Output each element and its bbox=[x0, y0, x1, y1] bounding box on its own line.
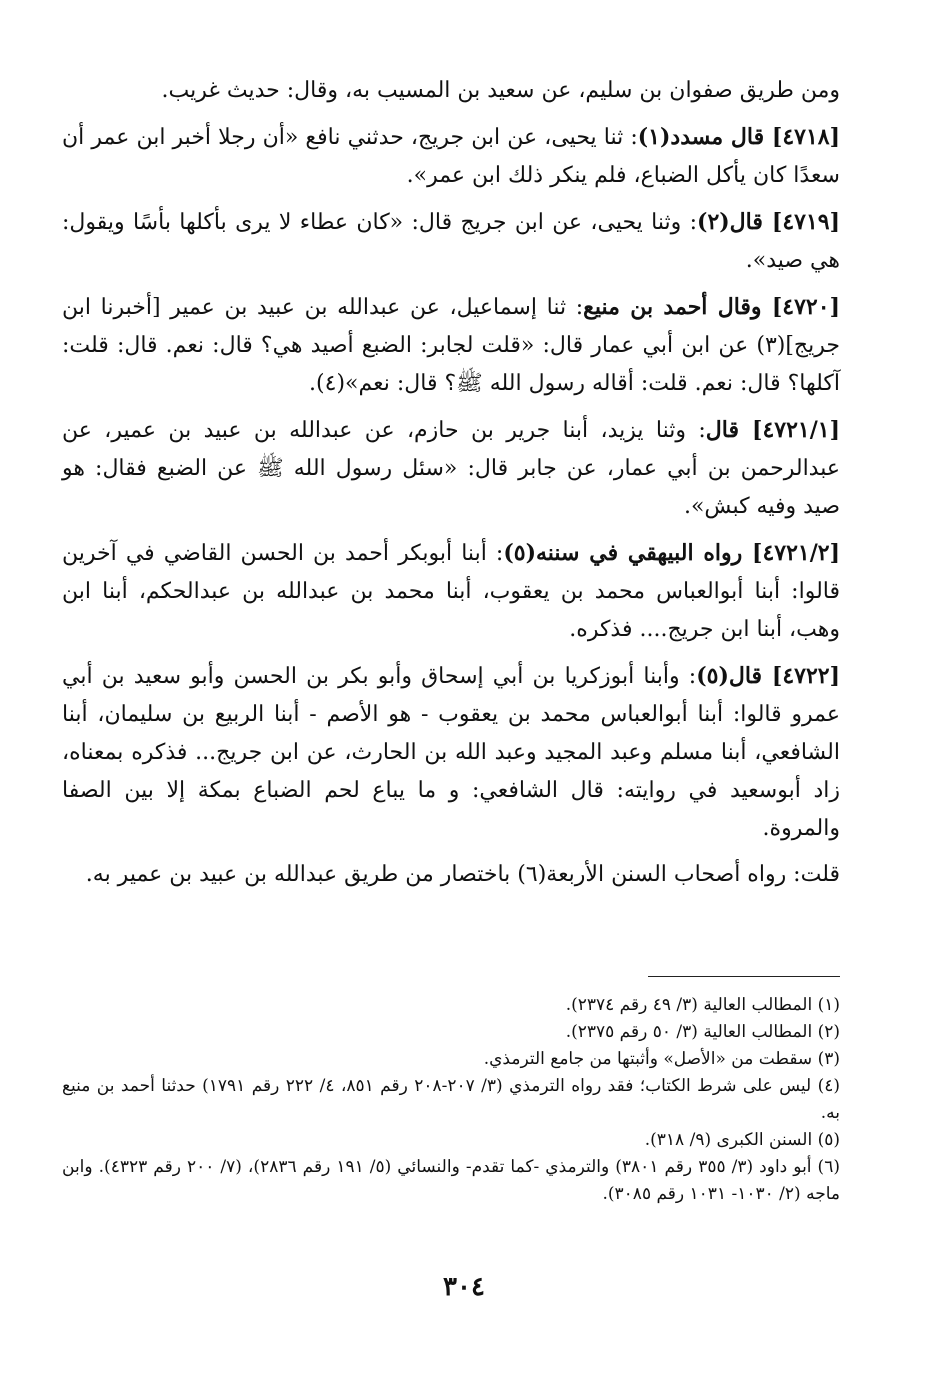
hadith-number: [٤٧١٩] bbox=[771, 209, 841, 235]
hadith-text: : أبنا أبوبكر أحمد بن الحسن القاضي في آخرين قالوا: أبنا أبوالعباس محمد بن يعقوب، أبنا محمد بن عبدالله بن عبدالحكم، أبنا ابن وهب، أبنا ابن جريج.... فذكره. bbox=[62, 541, 840, 642]
hadith-heading: قال bbox=[705, 417, 753, 443]
hadith-number: [٤٧٢١/١] bbox=[752, 417, 840, 443]
footnote-6: (٦) أبو داود (٣/ ٣٥٥ رقم ٣٨٠١) والترمذي -كما تقدم- والنسائي (٥/ ١٩١ رقم ٢٨٣٦)، (٧/ ٢٠٠ رقم ٤٣٢٣). وابن ماجه (٢/ ١٠٣٠- ١٠٣١ رقم ٣٠٨٥). bbox=[62, 1157, 840, 1204]
hadith-number: [٤٧٢١/٢] bbox=[752, 540, 840, 566]
hadith-4721-2 bbox=[62, 534, 840, 649]
hadith-heading: رواه البيهقي في سننه(٥) bbox=[503, 540, 753, 566]
paragraph-text: قلت: رواه أصحاب السنن الأربعة(٦) باختصار من طريق عبدالله بن عبيد بن عمير به. bbox=[85, 862, 840, 887]
hadith-text: : وثنا يزيد، أبنا جرير بن حازم، عن عبدالله بن عبيد بن عمير، عن عبدالرحمن بن أبي عمار، عن جابر قال: «سئل رسول الله ﷺ عن الضبع فقال: هو صيد وفيه كبش». bbox=[62, 418, 840, 519]
hadith-4720 bbox=[62, 288, 840, 403]
hadith-4718 bbox=[62, 118, 840, 195]
footnote-3: (٣) سقطت من «الأصل» وأثبتها من جامع الترمذي. bbox=[483, 1049, 840, 1069]
footnote-5: (٥) السنن الكبرى (٩/ ٣١٨). bbox=[644, 1130, 840, 1150]
hadith-number: [٤٧١٨] bbox=[771, 124, 840, 150]
hadith-heading: قال مسدد(١) bbox=[637, 124, 772, 150]
hadith-4721-1 bbox=[62, 411, 840, 526]
main-text bbox=[62, 72, 840, 902]
footnote-4: (٤) ليس على شرط الكتاب؛ فقد رواه الترمذي (٣/ ٢٠٧-٢٠٨ رقم ٨٥١، ٤/ ٢٢٢ رقم ١٧٩١) حدثنا أحمد بن منيع به. bbox=[62, 1076, 841, 1123]
hadith-text: : ثنا يحيى، عن ابن جريج، حدثني نافع «أن رجلا أخبر ابن عمر أن سعدًا كان يأكل الضباع، فلم ينكر ذلك ابن عمر». bbox=[62, 125, 840, 188]
page-number: ٣٠٤ bbox=[443, 1272, 485, 1302]
footnotes bbox=[62, 992, 840, 1208]
footnote-1: (١) المطالب العالية (٣/ ٤٩ رقم ٢٣٧٤). bbox=[565, 995, 840, 1015]
footnote-2: (٢) المطالب العالية (٣/ ٥٠ رقم ٢٣٧٥). bbox=[565, 1022, 840, 1042]
hadith-text: : ثنا إسماعيل، عن عبدالله بن عبيد بن عمير [أخبرنا ابن جريج](٣) عن ابن أبي عمار قال: «قلت لجابر: الضبع أصيد هي؟ قال: نعم. قال: قلت: آكلها؟ قال: نعم. قلت: أقاله رسول الله ﷺ؟ قال: نعم»(٤). bbox=[62, 295, 840, 396]
footnote-divider bbox=[648, 976, 840, 977]
paragraph-text: ومن طريق صفوان بن سليم، عن سعيد بن المسيب به، وقال: حديث غريب. bbox=[161, 78, 840, 103]
hadith-4719 bbox=[62, 203, 840, 280]
hadith-heading: قال(٢) bbox=[697, 209, 772, 235]
hadith-heading: قال(٥) bbox=[696, 663, 772, 689]
hadith-number: [٤٧٢٠] bbox=[771, 294, 840, 320]
hadith-heading: وقال أحمد بن منيع bbox=[583, 294, 772, 320]
paragraph-conclusion bbox=[62, 856, 840, 894]
hadith-number: [٤٧٢٢] bbox=[771, 663, 840, 689]
paragraph-intro bbox=[62, 72, 840, 110]
hadith-text: : وثنا يحيى، عن ابن جريج قال: «كان عطاء لا يرى بأكلها بأسًا ويقول: هي صيد». bbox=[62, 210, 840, 273]
hadith-4722 bbox=[62, 657, 840, 848]
hadith-text: : وأبنا أبوزكريا بن أبي إسحاق وأبو بكر بن الحسن وأبو سعيد بن أبي عمرو قالوا: أبنا أبوالعباس محمد بن يعقوب - هو الأصم - أبنا الربيع بن سليمان، أبنا الشافعي، أبنا مسلم وعبد المجيد وعبد الله بن الحارث، عن ابن جريج... فذكره بمعناه، زاد أبوسعيد في روايته: قال الشافعي: و ما يباع لحم الضباع بمكة إلا بين الصفا والمروة. bbox=[62, 664, 840, 841]
